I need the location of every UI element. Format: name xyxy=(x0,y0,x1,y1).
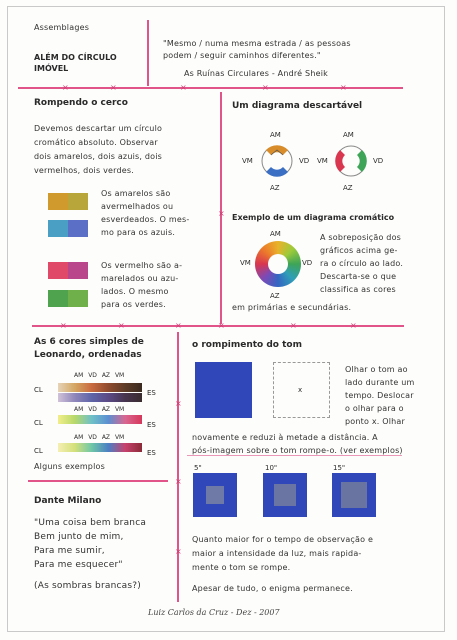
quote-line-2: podem / seguir caminhos diferentes." xyxy=(163,51,321,60)
quote-line-1: "Mesmo / numa mesma estrada / as pessoas xyxy=(163,39,351,48)
divider-lower-vertical xyxy=(177,332,179,602)
explain-line: gráficos acima ge- xyxy=(320,246,398,255)
label-am: AM xyxy=(343,131,354,139)
leonardo-heading-2: Leonardo, ordenadas xyxy=(34,350,142,360)
leonardo-row-label: AM VD AZ VM xyxy=(74,434,125,441)
x-mark: × xyxy=(175,399,182,408)
leonardo-strip-1b xyxy=(58,393,142,402)
red-swatch-violet xyxy=(68,262,88,279)
x-mark: × xyxy=(110,83,117,92)
milano-line: Bem junto de mim, xyxy=(34,532,124,542)
section-heading-rompendo: Rompendo o cerco xyxy=(34,98,128,108)
green-swatch-yellow xyxy=(68,290,88,307)
note-yellow: Os amarelos são xyxy=(101,189,171,198)
milano-tail: (As sombras brancas?) xyxy=(34,581,141,591)
leonardo-strip-3 xyxy=(58,443,142,452)
x-mark: × xyxy=(290,321,297,330)
x-mark: × xyxy=(350,321,357,330)
label-vm: VM xyxy=(242,157,253,165)
final-line: Apesar de tudo, o enigma permanece. xyxy=(192,584,353,593)
rompendo-line: Devemos descartar um círculo xyxy=(34,124,163,133)
timed-square-10s-center xyxy=(274,484,296,506)
leonardo-footer: Alguns exemplos xyxy=(34,462,105,471)
conclusion-line: mente o tom se rompe. xyxy=(192,563,291,572)
milano-heading: Dante Milano xyxy=(34,496,102,506)
red-swatch xyxy=(48,262,68,279)
x-mark: × xyxy=(175,547,182,556)
note-red: para os verdes. xyxy=(101,300,166,309)
label-vd: VD xyxy=(299,157,310,165)
chromatic-wheel-center xyxy=(268,254,288,274)
time-label: 5" xyxy=(194,464,202,472)
x-mark: × xyxy=(60,321,67,330)
topic-label: Assemblages xyxy=(34,23,90,32)
es-label: ES xyxy=(147,449,156,457)
wheel-label-am: AM xyxy=(270,230,281,238)
rompendo-line: vermelhos, dois verdes. xyxy=(34,166,134,175)
title-line-1: ALÉM DO CÍRCULO xyxy=(34,53,117,62)
instruction-line: lado durante um xyxy=(345,378,415,387)
label-az: AZ xyxy=(343,184,353,192)
x-mark: × xyxy=(175,321,182,330)
time-label: 10" xyxy=(265,464,278,472)
time-label: 15" xyxy=(333,464,346,472)
es-label: ES xyxy=(147,421,156,429)
label-vd: VD xyxy=(373,157,384,165)
milano-line: "Uma coisa bem branca xyxy=(34,518,147,528)
instruction-line-2: novamente e reduzi à metade a distância. A xyxy=(192,433,378,442)
note-yellow: esverdeados. O mes- xyxy=(101,215,190,224)
title-line-2: IMÓVEL xyxy=(34,64,69,73)
x-mark: × xyxy=(118,321,125,330)
signature: Luiz Carlos da Cruz - Dez - 2007 xyxy=(148,608,280,617)
instruction-line: Olhar o tom ao xyxy=(345,365,408,374)
timed-square-15s-center xyxy=(341,482,367,508)
es-label: ES xyxy=(147,389,156,397)
x-mark: × xyxy=(340,83,347,92)
example-heading: Exemplo de um diagrama cromático xyxy=(232,213,395,222)
x-mark: × xyxy=(175,477,182,486)
leonardo-row-label: AM VD AZ VM xyxy=(74,372,125,379)
blue-square-large xyxy=(195,362,252,418)
conclusion-line: Quanto maior for o tempo de observação e xyxy=(192,535,374,544)
section-heading-rompimento: o rompimento do tom xyxy=(192,340,302,350)
label-vm: VM xyxy=(317,157,328,165)
leonardo-strip-2 xyxy=(58,415,142,424)
note-yellow: mo para os azuis. xyxy=(101,228,176,237)
leonardo-heading-1: As 6 cores simples de xyxy=(34,337,144,347)
instruction-line: o olhar para o xyxy=(345,404,404,413)
explain-line: A sobreposição dos xyxy=(320,233,402,242)
rompendo-line: cromático absoluto. Observar xyxy=(34,138,158,147)
x-mark: × xyxy=(218,321,225,330)
note-red: lados. O mesmo xyxy=(101,287,169,296)
quote-source: As Ruínas Circulares - André Sheik xyxy=(184,69,328,78)
explain-last: em primárias e secundárias. xyxy=(232,303,352,312)
milano-line: Para me sumir, xyxy=(34,546,105,556)
note-yellow: avermelhados ou xyxy=(101,202,174,211)
conclusion-line: maior a intensidade da luz, mais rapida- xyxy=(192,549,362,558)
cl-label: CL xyxy=(34,386,43,394)
milano-line: Para me esquecer" xyxy=(34,560,123,570)
divider-mid-vertical xyxy=(220,92,222,324)
explain-line: Descarta-se o que xyxy=(320,272,397,281)
label-am: AM xyxy=(270,131,281,139)
x-mark: × xyxy=(218,209,225,218)
yellow-swatch-green xyxy=(68,193,88,210)
wheel-label-vm: VM xyxy=(240,259,251,267)
timed-square-5s-center xyxy=(206,486,224,504)
x-mark: × xyxy=(262,83,269,92)
cl-label: CL xyxy=(34,419,43,427)
note-red: Os vermelho são a- xyxy=(101,261,183,270)
x-mark: × xyxy=(180,83,187,92)
rompendo-line: dois amarelos, dois azuis, dois xyxy=(34,152,163,161)
leonardo-row-label: AM VD AZ VM xyxy=(74,406,125,413)
instruction-line-3: pós-imagem sobre o tom rompe-o. (ver exemplos) xyxy=(192,446,403,455)
green-swatch xyxy=(48,290,68,307)
divider-left-short xyxy=(28,480,168,482)
blue-swatch-violet xyxy=(68,220,88,237)
descartable-diagram-1 xyxy=(257,141,297,181)
instruction-line: ponto x. Olhar xyxy=(345,417,406,426)
cl-label: CL xyxy=(34,447,43,455)
leonardo-strip-1 xyxy=(58,383,142,392)
wheel-label-az: AZ xyxy=(270,292,280,300)
focus-point-x: x xyxy=(298,386,303,394)
x-mark: × xyxy=(62,83,69,92)
divider-top-vertical xyxy=(147,20,149,86)
instruction-line: tempo. Deslocar xyxy=(345,391,414,400)
section-heading-diagram: Um diagrama descartável xyxy=(232,101,363,111)
blue-swatch xyxy=(48,220,68,237)
explain-line: ra o círculo ao lado. xyxy=(320,259,404,268)
descartable-diagram-2 xyxy=(331,141,371,181)
yellow-swatch xyxy=(48,193,68,210)
label-az: AZ xyxy=(270,184,280,192)
wheel-label-vd: VD xyxy=(302,259,313,267)
note-red: marelados ou azu- xyxy=(101,274,179,283)
explain-line: classifica as cores xyxy=(320,285,396,294)
